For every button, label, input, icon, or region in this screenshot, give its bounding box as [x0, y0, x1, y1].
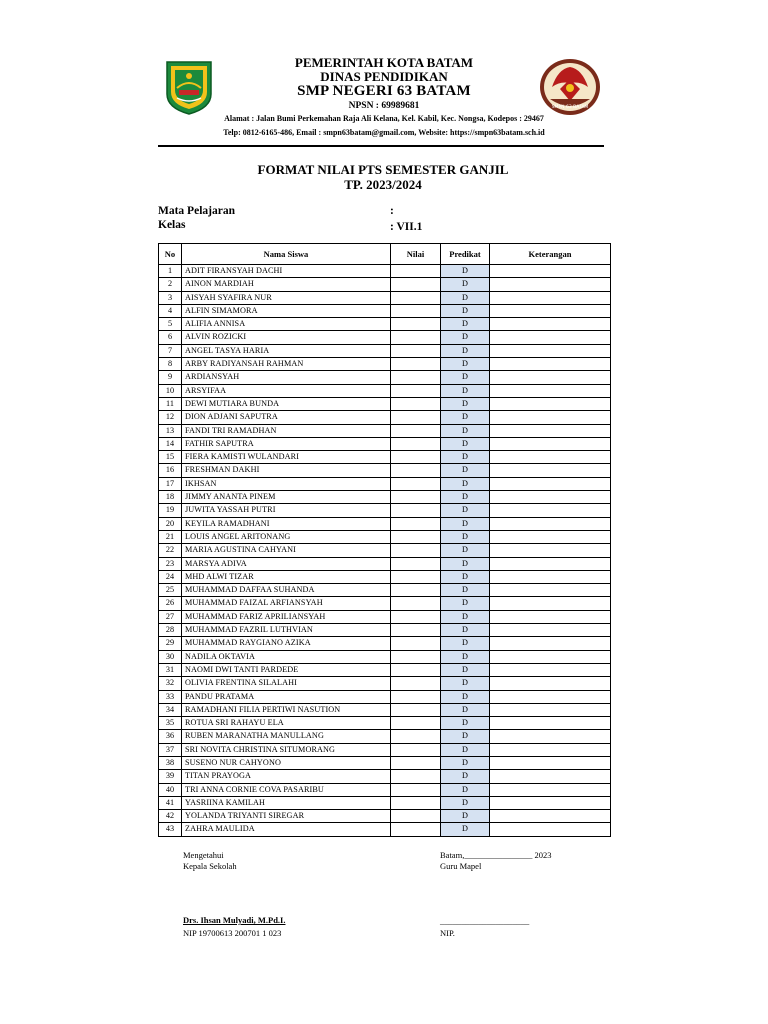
score-cell [391, 597, 441, 610]
student-name: LOUIS ANGEL ARITONANG [182, 530, 391, 543]
row-number: 28 [159, 624, 182, 637]
student-name: MUHAMMAD FAIZAL ARFIANSYAH [182, 597, 391, 610]
table-row [159, 371, 611, 384]
predikat-cell: D [441, 318, 490, 331]
student-name: ROTUA SRI RAHAYU ELA [182, 717, 391, 730]
student-name: FIERA KAMISTI WULANDARI [182, 451, 391, 464]
predikat-cell: D [441, 371, 490, 384]
predikat-cell: D [441, 796, 490, 809]
table-row [159, 304, 611, 317]
row-number: 43 [159, 823, 182, 836]
table-row [159, 358, 611, 371]
score-cell [391, 411, 441, 424]
score-cell [391, 384, 441, 397]
row-number: 26 [159, 597, 182, 610]
subject-value: : [390, 205, 394, 217]
table-row [159, 557, 611, 570]
keterangan-cell [490, 690, 611, 703]
score-cell [391, 663, 441, 676]
predikat-cell: D [441, 610, 490, 623]
student-name: NAOMI DWI TANTI PARDEDE [182, 663, 391, 676]
table-row [159, 344, 611, 357]
student-name: FATHIR SAPUTRA [182, 437, 391, 450]
student-name: ZAHRA MAULIDA [182, 823, 391, 836]
score-cell [391, 331, 441, 344]
keterangan-cell [490, 557, 611, 570]
score-cell [391, 265, 441, 278]
predikat-cell: D [441, 451, 490, 464]
sig-right-place-date: Batam,________________ 2023 [440, 850, 552, 860]
predikat-cell: D [441, 304, 490, 317]
predikat-cell: D [441, 597, 490, 610]
row-number: 41 [159, 796, 182, 809]
document-year: TP. 2023/2024 [344, 177, 422, 192]
keterangan-cell [490, 584, 611, 597]
student-name: OLIVIA FRENTINA SILALAHI [182, 677, 391, 690]
table-row [159, 517, 611, 530]
keterangan-cell [490, 796, 611, 809]
score-cell [391, 730, 441, 743]
keterangan-cell [490, 530, 611, 543]
row-number: 37 [159, 743, 182, 756]
score-cell [391, 743, 441, 756]
row-number: 33 [159, 690, 182, 703]
keterangan-cell [490, 278, 611, 291]
class-label: Kelas [158, 219, 186, 231]
row-number: 35 [159, 717, 182, 730]
col-header-no: No [159, 244, 182, 265]
keterangan-cell [490, 743, 611, 756]
header-department: DINAS PENDIDIKAN [320, 69, 448, 84]
keterangan-cell [490, 597, 611, 610]
table-row [159, 650, 611, 663]
score-cell [391, 650, 441, 663]
table-row [159, 544, 611, 557]
keterangan-cell [490, 650, 611, 663]
keterangan-cell [490, 477, 611, 490]
predikat-cell: D [441, 810, 490, 823]
table-row [159, 411, 611, 424]
keterangan-cell [490, 344, 611, 357]
score-cell [391, 318, 441, 331]
student-name: IKHSAN [182, 477, 391, 490]
row-number: 25 [159, 584, 182, 597]
keterangan-cell [490, 823, 611, 836]
student-name: NADILA OKTAVIA [182, 650, 391, 663]
keterangan-cell [490, 703, 611, 716]
row-number: 6 [159, 331, 182, 344]
keterangan-cell [490, 291, 611, 304]
row-number: 10 [159, 384, 182, 397]
score-cell [391, 624, 441, 637]
score-cell [391, 344, 441, 357]
row-number: 34 [159, 703, 182, 716]
row-number: 5 [159, 318, 182, 331]
header-address: Alamat : Jalan Bumi Perkemahan Raja Ali Kelana, Kel. Kabil, Kec. Nongsa, Kodepos : 29467 [224, 114, 544, 123]
row-number: 3 [159, 291, 182, 304]
predikat-cell: D [441, 584, 490, 597]
keterangan-cell [490, 570, 611, 583]
row-number: 36 [159, 730, 182, 743]
table-row [159, 610, 611, 623]
score-cell [391, 703, 441, 716]
table-row [159, 597, 611, 610]
score-cell [391, 796, 441, 809]
table-row [159, 730, 611, 743]
keterangan-cell [490, 663, 611, 676]
predikat-cell: D [441, 464, 490, 477]
subject-label: Mata Pelajaran [158, 205, 235, 217]
score-cell [391, 717, 441, 730]
table-row [159, 663, 611, 676]
score-cell [391, 358, 441, 371]
score-cell [391, 397, 441, 410]
keterangan-cell [490, 517, 611, 530]
keterangan-cell [490, 397, 611, 410]
table-row [159, 810, 611, 823]
row-number: 2 [159, 278, 182, 291]
col-header-name: Nama Siswa [182, 244, 391, 265]
keterangan-cell [490, 544, 611, 557]
predikat-cell: D [441, 690, 490, 703]
table-row [159, 756, 611, 769]
table-row [159, 437, 611, 450]
header-divider [158, 145, 604, 147]
predikat-cell: D [441, 544, 490, 557]
keterangan-cell [490, 637, 611, 650]
row-number: 8 [159, 358, 182, 371]
table-row [159, 584, 611, 597]
score-cell [391, 557, 441, 570]
table-row [159, 291, 611, 304]
keterangan-cell [490, 783, 611, 796]
table-row [159, 504, 611, 517]
student-name: ADIT FIRANSYAH DACHI [182, 265, 391, 278]
keterangan-cell [490, 411, 611, 424]
student-name: JUWITA YASSAH PUTRI [182, 504, 391, 517]
keterangan-cell [490, 424, 611, 437]
student-name: TITAN PRAYOGA [182, 770, 391, 783]
predikat-cell: D [441, 291, 490, 304]
row-number: 9 [159, 371, 182, 384]
score-cell [391, 783, 441, 796]
row-number: 31 [159, 663, 182, 676]
table-row [159, 318, 611, 331]
predikat-cell: D [441, 703, 490, 716]
predikat-cell: D [441, 278, 490, 291]
table-row [159, 477, 611, 490]
table-row [159, 424, 611, 437]
row-number: 19 [159, 504, 182, 517]
score-cell [391, 517, 441, 530]
predikat-cell: D [441, 265, 490, 278]
predikat-cell: D [441, 717, 490, 730]
table-row [159, 770, 611, 783]
score-cell [391, 371, 441, 384]
student-name: MUHAMMAD FARIZ APRILIANSYAH [182, 610, 391, 623]
row-number: 22 [159, 544, 182, 557]
table-row [159, 743, 611, 756]
predikat-cell: D [441, 743, 490, 756]
row-number: 18 [159, 491, 182, 504]
table-row [159, 451, 611, 464]
student-name: MARSYA ADIVA [182, 557, 391, 570]
score-cell [391, 491, 441, 504]
table-row [159, 384, 611, 397]
keterangan-cell [490, 504, 611, 517]
header-contact: Telp: 0812-6165-486, Email : smpn63batam@gmail.com, Website: https://smpn63batam.sch.id [223, 128, 545, 137]
row-number: 4 [159, 304, 182, 317]
score-cell [391, 464, 441, 477]
sig-right-role: Guru Mapel [440, 861, 482, 871]
table-row [159, 464, 611, 477]
predikat-cell: D [441, 504, 490, 517]
row-number: 11 [159, 397, 182, 410]
predikat-cell: D [441, 650, 490, 663]
row-number: 7 [159, 344, 182, 357]
student-name: ANGEL TASYA HARIA [182, 344, 391, 357]
keterangan-cell [490, 810, 611, 823]
student-name: ARDIANSYAH [182, 371, 391, 384]
student-name: AINON MARDIAH [182, 278, 391, 291]
predikat-cell: D [441, 358, 490, 371]
table-row [159, 637, 611, 650]
student-name: ARSYIFAA [182, 384, 391, 397]
keterangan-cell [490, 717, 611, 730]
row-number: 24 [159, 570, 182, 583]
student-name: DION ADJANI SAPUTRA [182, 411, 391, 424]
keterangan-cell [490, 358, 611, 371]
predikat-cell: D [441, 411, 490, 424]
sig-left-role: Kepala Sekolah [183, 861, 237, 871]
keterangan-cell [490, 770, 611, 783]
table-row [159, 278, 611, 291]
table-row [159, 570, 611, 583]
predikat-cell: D [441, 331, 490, 344]
row-number: 38 [159, 756, 182, 769]
sig-right-name-line: _____________________ [440, 916, 530, 926]
logo-caption: SMPN 63 BATAM [551, 105, 589, 110]
row-number: 30 [159, 650, 182, 663]
predikat-cell: D [441, 756, 490, 769]
predikat-cell: D [441, 437, 490, 450]
student-name: MUHAMMAD RAYGIANO AZIKA [182, 637, 391, 650]
student-name: ALFIN SIMAMORA [182, 304, 391, 317]
sig-left-name: Drs. Ihsan Mulyadi, M.Pd.I. [183, 915, 286, 925]
table-row [159, 703, 611, 716]
predikat-cell: D [441, 530, 490, 543]
row-number: 15 [159, 451, 182, 464]
keterangan-cell [490, 451, 611, 464]
score-cell [391, 544, 441, 557]
keterangan-cell [490, 331, 611, 344]
student-name: MHD ALWI TIZAR [182, 570, 391, 583]
student-name: KEYILA RAMADHANI [182, 517, 391, 530]
row-number: 21 [159, 530, 182, 543]
predikat-cell: D [441, 570, 490, 583]
score-cell [391, 437, 441, 450]
student-name: AISYAH SYAFIRA NUR [182, 291, 391, 304]
keterangan-cell [490, 491, 611, 504]
header-npsn: NPSN : 69989681 [348, 101, 420, 111]
sig-left-nip: NIP 19700613 200701 1 023 [183, 928, 282, 938]
student-name: ALIFIA ANNISA [182, 318, 391, 331]
col-header-score: Nilai [391, 244, 441, 265]
keterangan-cell [490, 318, 611, 331]
table-header-row [159, 244, 611, 265]
keterangan-cell [490, 265, 611, 278]
predikat-cell: D [441, 491, 490, 504]
student-name: FANDI TRI RAMADHAN [182, 424, 391, 437]
col-header-predikat: Predikat [441, 244, 490, 265]
predikat-cell: D [441, 557, 490, 570]
student-name: MARIA AGUSTINA CAHYANI [182, 544, 391, 557]
student-name: SUSENO NUR CAHYONO [182, 756, 391, 769]
predikat-cell: D [441, 677, 490, 690]
row-number: 16 [159, 464, 182, 477]
score-cell [391, 756, 441, 769]
predikat-cell: D [441, 770, 490, 783]
predikat-cell: D [441, 477, 490, 490]
score-cell [391, 451, 441, 464]
table-row [159, 331, 611, 344]
keterangan-cell [490, 437, 611, 450]
predikat-cell: D [441, 397, 490, 410]
score-cell [391, 690, 441, 703]
score-cell [391, 637, 441, 650]
student-name: RUBEN MARANATHA MANULLANG [182, 730, 391, 743]
keterangan-cell [490, 304, 611, 317]
predikat-cell: D [441, 663, 490, 676]
table-row [159, 624, 611, 637]
student-name: SRI NOVITA CHRISTINA SITUMORANG [182, 743, 391, 756]
score-cell [391, 530, 441, 543]
row-number: 17 [159, 477, 182, 490]
student-name: FRESHMAN DAKHI [182, 464, 391, 477]
row-number: 29 [159, 637, 182, 650]
row-number: 1 [159, 265, 182, 278]
class-value: : VII.1 [390, 221, 423, 233]
sig-right-nip: NIP. [440, 928, 455, 938]
keterangan-cell [490, 624, 611, 637]
score-cell [391, 810, 441, 823]
table-row [159, 783, 611, 796]
student-name: YASRIINA KAMILAH [182, 796, 391, 809]
row-number: 20 [159, 517, 182, 530]
score-cell [391, 677, 441, 690]
keterangan-cell [490, 730, 611, 743]
table-row [159, 491, 611, 504]
score-cell [391, 823, 441, 836]
predikat-cell: D [441, 517, 490, 530]
predikat-cell: D [441, 823, 490, 836]
table-row [159, 796, 611, 809]
row-number: 13 [159, 424, 182, 437]
score-cell [391, 504, 441, 517]
row-number: 39 [159, 770, 182, 783]
header-school-name: SMP NEGERI 63 BATAM [297, 83, 471, 99]
header-government: PEMERINTAH KOTA BATAM [294, 55, 474, 70]
student-name: PANDU PRATAMA [182, 690, 391, 703]
keterangan-cell [490, 371, 611, 384]
keterangan-cell [490, 677, 611, 690]
score-cell [391, 584, 441, 597]
table-row [159, 530, 611, 543]
keterangan-cell [490, 384, 611, 397]
score-cell [391, 477, 441, 490]
student-name: TRI ANNA CORNIE COVA PASARIBU [182, 783, 391, 796]
student-name: MUHAMMAD DAFFAA SUHANDA [182, 584, 391, 597]
table-row [159, 265, 611, 278]
student-name: RAMADHANI FILIA PERTIWI NASUTION [182, 703, 391, 716]
score-cell [391, 770, 441, 783]
row-number: 27 [159, 610, 182, 623]
score-cell [391, 304, 441, 317]
predikat-cell: D [441, 384, 490, 397]
row-number: 42 [159, 810, 182, 823]
table-row [159, 397, 611, 410]
sig-left-acknowledge: Mengetahui [183, 850, 224, 860]
row-number: 12 [159, 411, 182, 424]
table-row [159, 690, 611, 703]
row-number: 32 [159, 677, 182, 690]
table-row [159, 717, 611, 730]
student-name: MUHAMMAD FAZRIL LUTHVIAN [182, 624, 391, 637]
student-name: YOLANDA TRIYANTI SIREGAR [182, 810, 391, 823]
score-cell [391, 424, 441, 437]
student-name: ARBY RADIYANSAH RAHMAN [182, 358, 391, 371]
predikat-cell: D [441, 783, 490, 796]
predikat-cell: D [441, 424, 490, 437]
table-row [159, 823, 611, 836]
student-name: ALVIN ROZICKI [182, 331, 391, 344]
document-title: FORMAT NILAI PTS SEMESTER GANJIL [257, 162, 509, 177]
col-header-keterangan: Keterangan [490, 244, 611, 265]
score-cell [391, 610, 441, 623]
score-cell [391, 291, 441, 304]
table-row [159, 677, 611, 690]
student-name: DEWI MUTIARA BUNDA [182, 397, 391, 410]
score-cell [391, 570, 441, 583]
score-cell [391, 278, 441, 291]
row-number: 14 [159, 437, 182, 450]
keterangan-cell [490, 464, 611, 477]
student-name: JIMMY ANANTA PINEM [182, 491, 391, 504]
row-number: 23 [159, 557, 182, 570]
predikat-cell: D [441, 344, 490, 357]
grades-table [158, 243, 611, 837]
predikat-cell: D [441, 637, 490, 650]
predikat-cell: D [441, 624, 490, 637]
row-number: 40 [159, 783, 182, 796]
keterangan-cell [490, 756, 611, 769]
predikat-cell: D [441, 730, 490, 743]
keterangan-cell [490, 610, 611, 623]
